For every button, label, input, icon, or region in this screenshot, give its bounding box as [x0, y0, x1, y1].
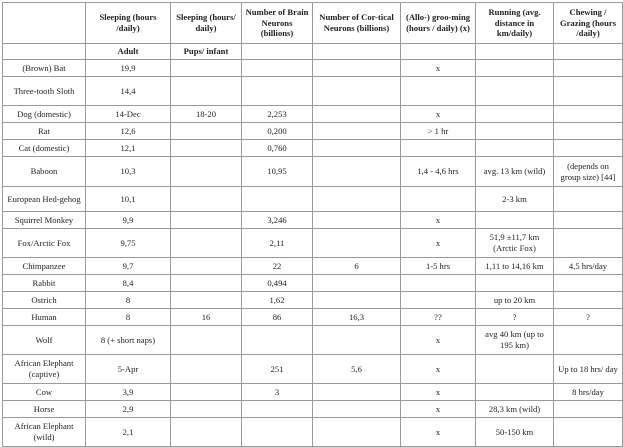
cell-cortical-neurons	[313, 106, 401, 123]
cell-sleep-adult: 10,3	[86, 157, 171, 187]
cell-grooming: x	[401, 355, 476, 384]
cell-cortical-neurons	[313, 401, 401, 418]
cell-chewing	[554, 187, 623, 212]
subheader-brain-neurons	[242, 44, 313, 60]
cell-grooming: x	[401, 106, 476, 123]
subheader-chewing	[554, 44, 623, 60]
cell-running: 1,11 to 14,16 km	[476, 258, 554, 275]
cell-chewing: 8 hrs/day	[554, 384, 623, 401]
table-row	[3, 157, 623, 187]
cell-running: avg 40 km (up to 195 km)	[476, 326, 554, 355]
cell-running	[476, 60, 554, 77]
cell-animal: Three-tooth Sloth	[3, 77, 86, 106]
cell-running	[476, 106, 554, 123]
cell-chewing: ?	[554, 309, 623, 326]
cell-brain-neurons: 2,253	[242, 106, 313, 123]
cell-chewing	[554, 326, 623, 355]
cell-chewing	[554, 212, 623, 229]
cell-animal: Squirrel Monkey	[3, 212, 86, 229]
table-row	[3, 401, 623, 418]
cell-running	[476, 275, 554, 292]
cell-grooming	[401, 77, 476, 106]
cell-grooming	[401, 187, 476, 212]
cell-chewing: 4,5 hrs/day	[554, 258, 623, 275]
cell-sleep-infant	[171, 123, 242, 140]
cell-sleep-infant: 18-20	[171, 106, 242, 123]
table-row	[3, 309, 623, 326]
cell-cortical-neurons	[313, 418, 401, 447]
cell-brain-neurons	[242, 326, 313, 355]
cell-brain-neurons	[242, 401, 313, 418]
subheader-running	[476, 44, 554, 60]
column-header-chewing: Chewing / Grazing (hours /daily)	[554, 3, 623, 44]
cell-cortical-neurons	[313, 229, 401, 258]
cell-cortical-neurons: 16,3	[313, 309, 401, 326]
cell-sleep-infant	[171, 77, 242, 106]
cell-cortical-neurons	[313, 187, 401, 212]
cell-sleep-adult: 5-Apr	[86, 355, 171, 384]
column-header-brain-neurons: Number of Brain Neurons (billions)	[242, 3, 313, 44]
cell-grooming: x	[401, 401, 476, 418]
cell-sleep-adult: 14-Dec	[86, 106, 171, 123]
table-row	[3, 275, 623, 292]
subheader-sleep-infant: Pups/ infant	[171, 44, 242, 60]
cell-grooming: x	[401, 60, 476, 77]
cell-running: ?	[476, 309, 554, 326]
cell-cortical-neurons	[313, 123, 401, 140]
cell-chewing	[554, 77, 623, 106]
cell-grooming: x	[401, 229, 476, 258]
table-row	[3, 326, 623, 355]
cell-sleep-infant	[171, 401, 242, 418]
cell-sleep-infant	[171, 418, 242, 447]
cell-cortical-neurons	[313, 384, 401, 401]
cell-chewing	[554, 229, 623, 258]
cell-running	[476, 123, 554, 140]
cell-sleep-adult: 12,1	[86, 140, 171, 157]
cell-chewing	[554, 275, 623, 292]
table-row	[3, 212, 623, 229]
cell-sleep-infant	[171, 60, 242, 77]
subheader-sleep-adult: Adult	[86, 44, 171, 60]
cell-running	[476, 384, 554, 401]
cell-sleep-adult: 9,7	[86, 258, 171, 275]
table-row	[3, 106, 623, 123]
table-row	[3, 258, 623, 275]
cell-sleep-infant	[171, 157, 242, 187]
cell-brain-neurons: 0,494	[242, 275, 313, 292]
table-row	[3, 418, 623, 447]
cell-running: 51,9 ±11,7 km (Arctic Fox)	[476, 229, 554, 258]
cell-running: 50-150 km	[476, 418, 554, 447]
cell-sleep-infant	[171, 384, 242, 401]
cell-chewing	[554, 60, 623, 77]
cell-animal: Baboon	[3, 157, 86, 187]
cell-animal: Cat (domestic)	[3, 140, 86, 157]
cell-sleep-infant	[171, 212, 242, 229]
cell-cortical-neurons: 5,6	[313, 355, 401, 384]
cell-running	[476, 355, 554, 384]
cell-sleep-adult: 12,6	[86, 123, 171, 140]
table-row	[3, 292, 623, 309]
cell-sleep-infant	[171, 258, 242, 275]
cell-animal: African Elephant (wild)	[3, 418, 86, 447]
cell-animal: Chimpanzee	[3, 258, 86, 275]
cell-sleep-adult: 8	[86, 309, 171, 326]
cell-sleep-infant	[171, 229, 242, 258]
cell-brain-neurons: 3	[242, 384, 313, 401]
cell-grooming: x	[401, 384, 476, 401]
cell-grooming: > 1 hr	[401, 123, 476, 140]
cell-cortical-neurons	[313, 157, 401, 187]
cell-sleep-infant	[171, 140, 242, 157]
table-row	[3, 123, 623, 140]
table-row	[3, 140, 623, 157]
cell-running	[476, 212, 554, 229]
cell-animal: Rabbit	[3, 275, 86, 292]
cell-brain-neurons: 0,200	[242, 123, 313, 140]
cell-animal: European Hed-gehog	[3, 187, 86, 212]
cell-grooming: x	[401, 418, 476, 447]
cell-chewing: (depends on group size) [44]	[554, 157, 623, 187]
cell-cortical-neurons	[313, 275, 401, 292]
cell-animal: Fox/Arctic Fox	[3, 229, 86, 258]
header-row	[3, 3, 623, 44]
cell-grooming	[401, 140, 476, 157]
cell-brain-neurons: 22	[242, 258, 313, 275]
cell-sleep-infant	[171, 355, 242, 384]
cell-running	[476, 77, 554, 106]
cell-brain-neurons	[242, 60, 313, 77]
cell-brain-neurons	[242, 187, 313, 212]
cell-sleep-adult: 10,1	[86, 187, 171, 212]
cell-cortical-neurons: 6	[313, 258, 401, 275]
cell-sleep-adult: 8 (+ short naps)	[86, 326, 171, 355]
cell-chewing	[554, 123, 623, 140]
cell-chewing: Up to 18 hrs/ day	[554, 355, 623, 384]
table-row	[3, 384, 623, 401]
cell-animal: African Elephant (captive)	[3, 355, 86, 384]
cell-brain-neurons	[242, 418, 313, 447]
cell-sleep-adult: 9,75	[86, 229, 171, 258]
cell-grooming: 1-5 hrs	[401, 258, 476, 275]
table-row	[3, 77, 623, 106]
cell-animal: Horse	[3, 401, 86, 418]
cell-grooming: ??	[401, 309, 476, 326]
column-header-sleep-infant: Sleeping (hours/ daily)	[171, 3, 242, 44]
cell-running	[476, 140, 554, 157]
cell-cortical-neurons	[313, 292, 401, 309]
cell-sleep-infant	[171, 275, 242, 292]
column-header-running: Running (avg. distance in km/daily)	[476, 3, 554, 44]
data-table	[2, 2, 623, 447]
cell-brain-neurons: 251	[242, 355, 313, 384]
cell-animal: Cow	[3, 384, 86, 401]
column-header-cortical-neurons: Number of Cor-tical Neurons (billions)	[313, 3, 401, 44]
cell-grooming: x	[401, 326, 476, 355]
cell-animal: Ostrich	[3, 292, 86, 309]
cell-brain-neurons: 3,246	[242, 212, 313, 229]
cell-brain-neurons: 1,62	[242, 292, 313, 309]
subheader-animal	[3, 44, 86, 60]
cell-brain-neurons: 86	[242, 309, 313, 326]
cell-sleep-adult: 2,1	[86, 418, 171, 447]
column-header-animal	[3, 3, 86, 44]
cell-animal: Rat	[3, 123, 86, 140]
cell-chewing	[554, 418, 623, 447]
cell-sleep-adult: 9,9	[86, 212, 171, 229]
cell-sleep-adult: 19,9	[86, 60, 171, 77]
subheader-grooming	[401, 44, 476, 60]
cell-cortical-neurons	[313, 140, 401, 157]
cell-animal: Human	[3, 309, 86, 326]
cell-chewing	[554, 292, 623, 309]
cell-chewing	[554, 140, 623, 157]
cell-sleep-adult: 2,9	[86, 401, 171, 418]
cell-brain-neurons	[242, 77, 313, 106]
subheader-row	[3, 44, 623, 60]
cell-grooming	[401, 275, 476, 292]
cell-chewing	[554, 106, 623, 123]
cell-sleep-infant	[171, 292, 242, 309]
table-row	[3, 229, 623, 258]
cell-sleep-adult: 3,9	[86, 384, 171, 401]
cell-sleep-adult: 14,4	[86, 77, 171, 106]
column-header-sleep-adult: Sleeping (hours /daily)	[86, 3, 171, 44]
column-header-grooming: (Allo-) groo-ming (hours / daily) (x)	[401, 3, 476, 44]
cell-sleep-infant	[171, 326, 242, 355]
cell-sleep-adult: 8	[86, 292, 171, 309]
table-body	[3, 60, 623, 447]
cell-cortical-neurons	[313, 212, 401, 229]
cell-grooming: x	[401, 212, 476, 229]
cell-brain-neurons: 2,11	[242, 229, 313, 258]
cell-animal: Dog (domestic)	[3, 106, 86, 123]
table-row	[3, 60, 623, 77]
table-row	[3, 187, 623, 212]
cell-running: 28,3 km (wild)	[476, 401, 554, 418]
cell-sleep-infant	[171, 187, 242, 212]
cell-brain-neurons: 10,95	[242, 157, 313, 187]
cell-running: avg. 13 km (wild)	[476, 157, 554, 187]
cell-sleep-infant: 16	[171, 309, 242, 326]
cell-sleep-adult: 8,4	[86, 275, 171, 292]
cell-grooming	[401, 292, 476, 309]
cell-chewing	[554, 401, 623, 418]
subheader-cortical-neurons	[313, 44, 401, 60]
cell-cortical-neurons	[313, 326, 401, 355]
cell-animal: Wolf	[3, 326, 86, 355]
cell-cortical-neurons	[313, 60, 401, 77]
cell-running: 2-3 km	[476, 187, 554, 212]
cell-brain-neurons: 0,760	[242, 140, 313, 157]
cell-grooming: 1,4 - 4,6 hrs	[401, 157, 476, 187]
cell-cortical-neurons	[313, 77, 401, 106]
table-row	[3, 355, 623, 384]
cell-running: up to 20 km	[476, 292, 554, 309]
cell-animal: (Brown) Bat	[3, 60, 86, 77]
